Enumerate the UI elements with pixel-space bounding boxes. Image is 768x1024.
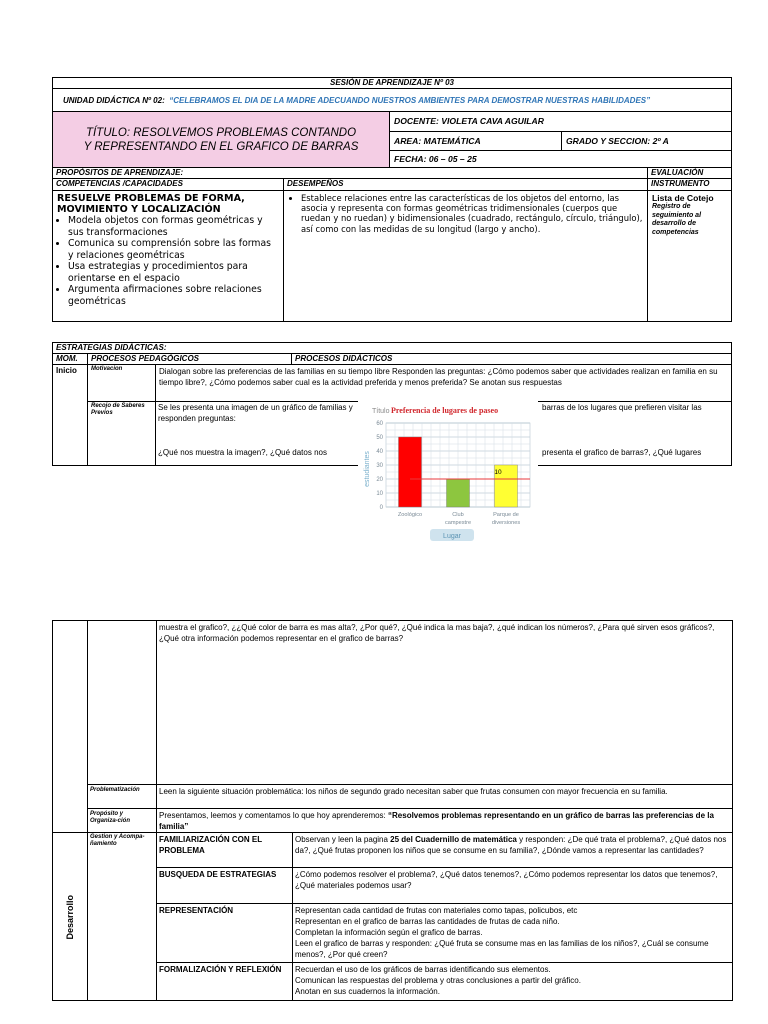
instrumento-title: Lista de Cotejo (652, 193, 714, 203)
area: AREA: MATEMÁTICA (394, 136, 481, 146)
docente-cell (389, 111, 732, 132)
problematizacion-text: Leen la siguiente situación problemática: los niños de segundo grado necesitan saber que frutas consumen con mayor frecuencia en su familia. (159, 787, 668, 796)
desempeno-item: • Establece relaciones entre las características de los objetos del entorno, las asocia y representa con formas geométricas tridimensionales (cuerpos que ruedan y no ruedan) y bidimensionales (cuadrado, rectángulo, círculo, triángulo), así como con las medidas de su longitud (largo y ancho). (301, 193, 643, 234)
recojo-text-b: barras de los lugares que prefieren visitar las (542, 403, 702, 412)
capacidad-item: • Comunica su comprensión sobre las formas y relaciones geométricas (68, 238, 279, 261)
capacidades-list (57, 215, 279, 307)
continuation-text: muestra el grafico?, ¿¿Qué color de barra es mas alta?, ¿Por qué?, ¿Qué indica la mas baja?, ¿qué indican los números?, ¿Para qué sirven esos gráficos?, ¿Qué otra información podemos representar en el grafico de barras? (159, 623, 715, 643)
chart-xtick-label: diversiones (491, 520, 521, 526)
grado-cell (561, 131, 732, 151)
chart-xlabel: Lugar (443, 533, 461, 540)
fecha: FECHA: 06 – 05 – 25 (394, 154, 477, 164)
proposito-intro: Presentamos, leemos y comentamos lo que hoy aprenderemos: (159, 811, 389, 820)
busqueda-text: ¿Cómo podemos resolver el problema?, ¿Qué datos tenemos?, ¿Cómo podemos representar los datos que tenemos?, ¿Qué materiales podemos usar? (295, 870, 718, 890)
formalizacion-line: Comunican las respuestas del problema y otras conclusiones a partir del gráfico. (295, 976, 581, 985)
proposito-text (159, 810, 729, 832)
row-line (52, 832, 733, 833)
estrategias-heading: ESTRATEGIAS DIDÁCTICAS: (56, 343, 167, 352)
recojo-text-c: ¿Qué nos muestra la imagen?, ¿Qué datos nos (158, 448, 327, 457)
desempenos-header: DESEMPEÑOS (287, 179, 344, 188)
chart-ytick-label: 20 (376, 477, 383, 484)
pedagogicos-header: PROCESOS PEDAGÓGICOS (91, 354, 200, 363)
chart-bar (399, 437, 422, 507)
unit-label: UNIDAD DIDÁCTICA Nº 02: (63, 96, 165, 105)
familiarizacion-text (295, 834, 729, 856)
page2-col-line-2 (156, 620, 157, 1001)
problematizacion-label: Problematización (90, 787, 140, 793)
inicio-label: Inicio (56, 366, 77, 375)
chart-reference-label: 10 (494, 469, 502, 476)
representacion-line: Representan en el grafico de barras las cantidades de frutas de cada niño. (295, 917, 560, 926)
unit-row (52, 88, 732, 112)
row-line (156, 903, 733, 904)
busqueda-label: BUSQUEDA DE ESTRATEGIAS (159, 870, 277, 879)
recojo-label: Recojo de Saberes Previos (91, 403, 145, 416)
page-title: TÍTULO: RESOLVEMOS PROBLEMAS CONTANDO Y REPRESENTANDO EN EL GRAFICO DE BARRAS (83, 126, 359, 153)
gestion-label: Gestion y Acompa-ñamiento (90, 834, 145, 847)
instrumento-header: INSTRUMENTO (651, 179, 710, 188)
row-line (156, 962, 733, 963)
chart-ytick-label: 10 (376, 491, 383, 498)
competencias-header: COMPETENCIAS /CAPACIDADES (56, 179, 183, 188)
left-border-bottom (52, 465, 156, 466)
formalizacion-label: FORMALIZACIÓN Y REFLEXIÓN (159, 965, 282, 974)
instrumento-cell (647, 190, 732, 322)
representacion-line: Completan la información según el grafico de barras. (295, 928, 483, 937)
phase-col-line (292, 833, 293, 1001)
grado: GRADO Y SECCION: 2º A (566, 136, 669, 146)
chart-xtick-label: campestre (444, 520, 472, 526)
desarrollo-label: Desarrollo (65, 894, 75, 940)
chart-xtick-label: Club (452, 512, 464, 518)
familiarizacion-a: Observan y leen la pagina (295, 835, 391, 844)
evaluacion-heading: EVALUACIÓN (651, 168, 704, 177)
competencias-cell (52, 190, 284, 322)
representacion-line: Leen el grafico de barras y responden: ¿Qué fruta se consume mas en las familias de los niños?, ¿Cuál se consume menos?, ¿Por qué creen? (295, 939, 709, 959)
desarrollo-cell (52, 833, 88, 1001)
familiarizacion-bold: 25 del Cuadernillo de matemática (390, 835, 517, 844)
recojo-text-a: Se les presenta una imagen de un gráfico de familias y responden preguntas: (158, 403, 353, 423)
row-line (156, 867, 733, 868)
desempenos-list (290, 193, 643, 234)
motivacion-label: Motivacion (91, 366, 123, 372)
proposito-label: Propósito y Organiza-ción (90, 811, 131, 824)
row-line (87, 784, 733, 785)
formalizacion-line: Recuerdan el uso de los gráficos de barras identificando sus elementos. (295, 965, 551, 974)
chart-ytick-label: 40 (376, 449, 383, 456)
chart-ytick-label: 0 (379, 505, 383, 512)
propositos-heading: PROPÓSITOS DE APRENDIZAJE: (56, 168, 184, 177)
didacticos-header: PROCESOS DIDÁCTICOS (295, 354, 393, 363)
competencia-title: RESUELVE PROBLEMAS DE FORMA, MOVIMIENTO Y LOCALIZACIÓN (57, 193, 245, 215)
proposito-bold: “Resolvemos problemas representando en un gráfico de barras las preferencias de la familia” (159, 811, 714, 831)
representacion-line: Representan cada cantidad de frutas con materiales como tapas, policubos, etc (295, 906, 578, 915)
motivacion-text-cell (155, 364, 732, 402)
capacidad-item: • Usa estrategias y procedimientos para orientarse en el espacio (68, 261, 279, 284)
motivacion-text: Dialogan sobre las preferencias de las familias en su tiempo libre Responden las preguntas: ¿Cómo podemos saber que actividades realizan en familia en su tiempo libre?, ¿Cómo podemos saber cual es la actividad preferida y menos preferida? Se anotan sus respuestas (159, 367, 718, 387)
motivacion-label-cell (87, 364, 156, 402)
chart-xtick-label: Parque de (493, 512, 519, 518)
capacidad-item: • Argumenta afirmaciones sobre relaciones geométricas (68, 284, 279, 307)
formalizacion-text (295, 964, 729, 997)
chart-ytick-label: 30 (376, 463, 383, 470)
capacidad-item: • Modela objetos con formas geométricas y sus transformaciones (68, 215, 279, 238)
formalizacion-line: Anotan en sus cuadernos la información. (295, 987, 440, 996)
desempenos-cell (283, 190, 648, 322)
chart-bar (447, 479, 470, 507)
chart-title: Preferencia de lugares de paseo (391, 406, 499, 415)
area-cell (389, 131, 562, 151)
docente: DOCENTE: VIOLETA CAVA AGUILAR (394, 116, 544, 126)
chart-ytick-label: 50 (376, 435, 383, 442)
recojo-label-cell (87, 401, 156, 466)
chart-xtick-label: Zoológico (397, 512, 423, 518)
bar-chart (358, 401, 538, 543)
chart-title-prefix: Título (372, 408, 390, 415)
title-cell (52, 111, 390, 168)
mom-header: MOM. (56, 354, 78, 363)
familiarizacion-label: FAMILIARIZACIÓN CON EL PROBLEMA (159, 835, 262, 855)
unit-name: “CELEBRAMOS EL DIA DE LA MADRE ADECUANDO NUESTROS AMBIENTES PARA DEMOSTRAR NUESTRAS HABILIDADES” (169, 96, 651, 105)
representacion-text (295, 905, 729, 960)
instrumento-desc: Registro de seguimiento al desarrollo de competencias (652, 203, 702, 236)
chart-ylabel: estudiantes (364, 451, 371, 487)
row-line (87, 808, 733, 809)
familiarizacion-b: y responden: ¿De qué trata el problema?, ¿Qué datos nos da?, ¿Qué frutas proponen los niños que se consume en su familia?, ¿Dónde vamos a representar las cantidades? (295, 835, 727, 855)
fecha-cell (389, 150, 732, 168)
representacion-label: REPRESENTACIÓN (159, 906, 234, 915)
inicio-column (52, 364, 88, 466)
chart-ytick-label: 60 (376, 421, 383, 428)
recojo-text-d: presenta el grafico de barras?, ¿Qué lugares (542, 448, 702, 457)
session-header: SESIÓN DE APRENDIZAJE Nº 03 (330, 78, 454, 87)
